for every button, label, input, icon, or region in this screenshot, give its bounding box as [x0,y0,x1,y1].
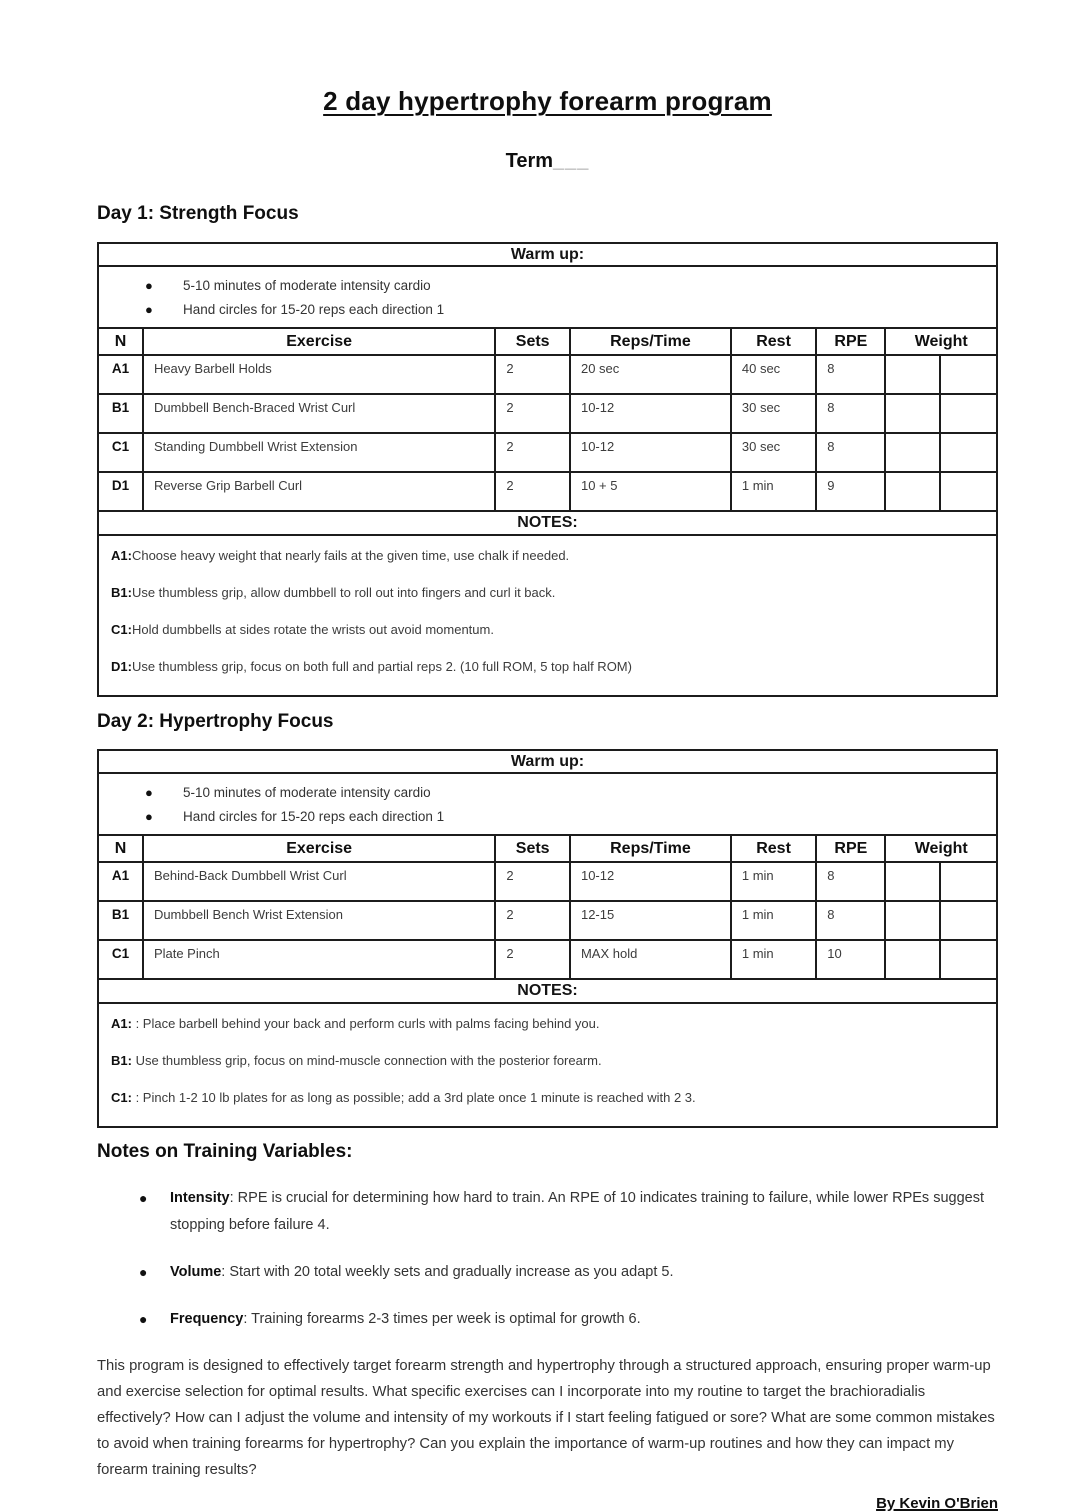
note-text: : Place barbell behind your back and perform curls with palms facing behind you. [131,1016,600,1031]
day1-warmup-title: Warm up: [98,243,997,266]
table-row [98,355,997,394]
table-row [98,472,997,511]
note-text: Use thumbless grip, allow dumbbell to roll out into fingers and curl it back. [131,585,556,600]
note-line [111,1089,984,1106]
row-id: B1 [98,394,143,433]
day2-warmup-items [98,773,997,835]
bullet-icon: ● [139,1264,148,1280]
note-label: B1: [111,585,132,600]
training-variables-heading: Notes on Training Variables: [97,1141,353,1162]
row-id: D1 [98,472,143,511]
weight-cell [885,433,940,472]
term-blank-line: ___ [553,150,590,172]
day2-heading: Day 2: Hypertrophy Focus [97,711,334,732]
row-id: B1 [98,901,143,940]
rest-cell: 1 min [731,940,816,979]
bullet-icon: ● [145,809,153,824]
reps-cell: MAX hold [570,940,731,979]
day1-notes-title-row [98,511,997,535]
list-item-text [170,1259,998,1286]
table-row [98,901,997,940]
rest-cell: 30 sec [731,394,816,433]
warmup-item [99,781,996,805]
bullet-icon: ● [145,785,153,800]
rpe-cell: 9 [816,472,885,511]
day2-warmup-items-row [98,773,997,835]
rpe-cell: 8 [816,862,885,901]
reps-cell: 20 sec [570,355,731,394]
list-item [97,1306,998,1333]
note-label: A1: [111,548,132,563]
day1-table [97,242,998,697]
exercise-cell: Heavy Barbell Holds [143,355,495,394]
term-line [97,150,998,173]
note-label: C1: [111,1090,132,1105]
row-id: A1 [98,862,143,901]
reps-cell: 10-12 [570,394,731,433]
term-label: Term [505,150,554,172]
warmup-item-text: 5-10 minutes of moderate intensity cardio [183,278,431,293]
note-text: Use thumbless grip, focus on both full and partial reps 2. (10 full ROM, 5 top half ROM) [131,659,632,674]
day1-header-row [98,328,997,355]
sets-cell: 2 [495,940,570,979]
warmup-item-text: 5-10 minutes of moderate intensity cardio [183,785,431,800]
rpe-cell: 10 [816,940,885,979]
note-text: : Pinch 1-2 10 lb plates for as long as possible; add a 3rd plate once 1 minute is reached with 2 3. [131,1090,696,1105]
column-header-rest: Rest [731,328,816,355]
note-label: D1: [111,659,132,674]
exercise-cell: Plate Pinch [143,940,495,979]
note-line [111,658,984,675]
column-header-weight: Weight [885,835,997,862]
page-title: 2 day hypertrophy forearm program [323,86,772,116]
list-item-body: : Start with 20 total weekly sets and gradually increase as you adapt 5. [221,1264,674,1280]
day1-heading: Day 1: Strength Focus [97,203,299,224]
sets-cell: 2 [495,355,570,394]
weight-cell [940,862,997,901]
list-item-text [170,1306,998,1333]
weight-cell [885,355,940,394]
rpe-cell: 8 [816,355,885,394]
list-item-body: : Training forearms 2-3 times per week is optimal for growth 6. [243,1311,641,1327]
sets-cell: 2 [495,862,570,901]
note-text: Hold dumbbells at sides rotate the wrists out avoid momentum. [131,622,494,637]
table-row [98,940,997,979]
day1-warmup-title-row [98,243,997,266]
column-header-sets: Sets [495,328,570,355]
reps-cell: 12-15 [570,901,731,940]
reps-cell: 10-12 [570,433,731,472]
rest-cell: 1 min [731,472,816,511]
exercise-cell: Standing Dumbbell Wrist Extension [143,433,495,472]
list-item [97,1185,998,1239]
day2-notes-row [98,1003,997,1127]
note-line [111,621,984,638]
bullet-icon: ● [139,1311,148,1327]
note-line [111,1052,984,1069]
row-id: C1 [98,433,143,472]
weight-cell [940,472,997,511]
column-header-weight: Weight [885,328,997,355]
note-line [111,584,984,601]
exercise-cell: Dumbbell Bench-Braced Wrist Curl [143,394,495,433]
note-label: C1: [111,622,132,637]
rpe-cell: 8 [816,394,885,433]
weight-cell [940,901,997,940]
day2-notes-title: NOTES: [98,979,997,1003]
note-text: Use thumbless grip, focus on mind-muscle connection with the posterior forearm. [131,1053,602,1068]
rest-cell: 30 sec [731,433,816,472]
warmup-item-text: Hand circles for 15-20 reps each direction 1 [183,809,445,824]
row-id: C1 [98,940,143,979]
note-line [111,1015,984,1032]
weight-cell [940,433,997,472]
rpe-cell: 8 [816,901,885,940]
rest-cell: 1 min [731,901,816,940]
list-item-label: Frequency [170,1311,244,1327]
column-header-rest: Rest [731,835,816,862]
list-item [97,1259,998,1286]
column-header-reps-time: Reps/Time [570,835,731,862]
weight-cell [940,355,997,394]
rest-cell: 40 sec [731,355,816,394]
bullet-icon: ● [145,278,153,293]
table-row [98,394,997,433]
column-header-exercise: Exercise [143,835,495,862]
day2-notes-body [98,1003,997,1127]
author-signature: By Kevin O'Brien [876,1495,998,1512]
warmup-item [99,298,996,322]
column-header-rpe: RPE [816,328,885,355]
day2-notes-title-row [98,979,997,1003]
sets-cell: 2 [495,433,570,472]
day2-header-row [98,835,997,862]
note-line [111,547,984,564]
note-label: B1: [111,1053,132,1068]
column-header-sets: Sets [495,835,570,862]
warmup-item-text: Hand circles for 15-20 reps each direction 1 [183,302,445,317]
day1-notes-body [98,535,997,696]
table-row [98,862,997,901]
exercise-cell: Reverse Grip Barbell Curl [143,472,495,511]
table-row [98,433,997,472]
weight-cell [940,940,997,979]
exercise-cell: Dumbbell Bench Wrist Extension [143,901,495,940]
weight-cell [885,901,940,940]
day1-warmup-items-row [98,266,997,328]
row-id: A1 [98,355,143,394]
reps-cell: 10-12 [570,862,731,901]
exercise-cell: Behind-Back Dumbbell Wrist Curl [143,862,495,901]
bullet-icon: ● [145,302,153,317]
day1-notes-row [98,535,997,696]
weight-cell [940,394,997,433]
list-item-label: Intensity [170,1190,230,1206]
sets-cell: 2 [495,901,570,940]
note-label: A1: [111,1016,132,1031]
note-text: Choose heavy weight that nearly fails at the given time, use chalk if needed. [131,548,570,563]
day2-warmup-title-row [98,750,997,773]
warmup-item [99,274,996,298]
reps-cell: 10 + 5 [570,472,731,511]
column-header-n: N [98,835,143,862]
closing-paragraph: This program is designed to effectively target forearm strength and hypertrophy through a structured approach, ensuring proper warm-up and exercise selection for optimal results. What specific exercises can I incorporate into my routine to target the brachioradialis effectively? How can I adjust the volume and intensity of my workouts if I start feeling fatigued or sore? What are some common mistakes to avoid when training forearms for hypertrophy? Can you explain the importance of warm-up routines and how they can impact my forearm training results? [97,1358,995,1478]
column-header-reps-time: Reps/Time [570,328,731,355]
bullet-icon: ● [139,1190,148,1206]
column-header-n: N [98,328,143,355]
weight-cell [885,940,940,979]
warmup-item [99,805,996,829]
day1-warmup-items [98,266,997,328]
day1-notes-title: NOTES: [98,511,997,535]
day2-warmup-title: Warm up: [98,750,997,773]
list-item-label: Volume [170,1264,222,1280]
training-variables-list [97,1185,998,1333]
column-header-exercise: Exercise [143,328,495,355]
rpe-cell: 8 [816,433,885,472]
sets-cell: 2 [495,472,570,511]
weight-cell [885,394,940,433]
rest-cell: 1 min [731,862,816,901]
column-header-rpe: RPE [816,835,885,862]
sets-cell: 2 [495,394,570,433]
day2-table [97,749,998,1128]
list-item-body: : RPE is crucial for determining how hard to train. An RPE of 10 indicates training to failure, while lower RPEs suggest stopping before failure 4. [170,1190,984,1233]
list-item-text [170,1185,998,1239]
weight-cell [885,472,940,511]
weight-cell [885,862,940,901]
